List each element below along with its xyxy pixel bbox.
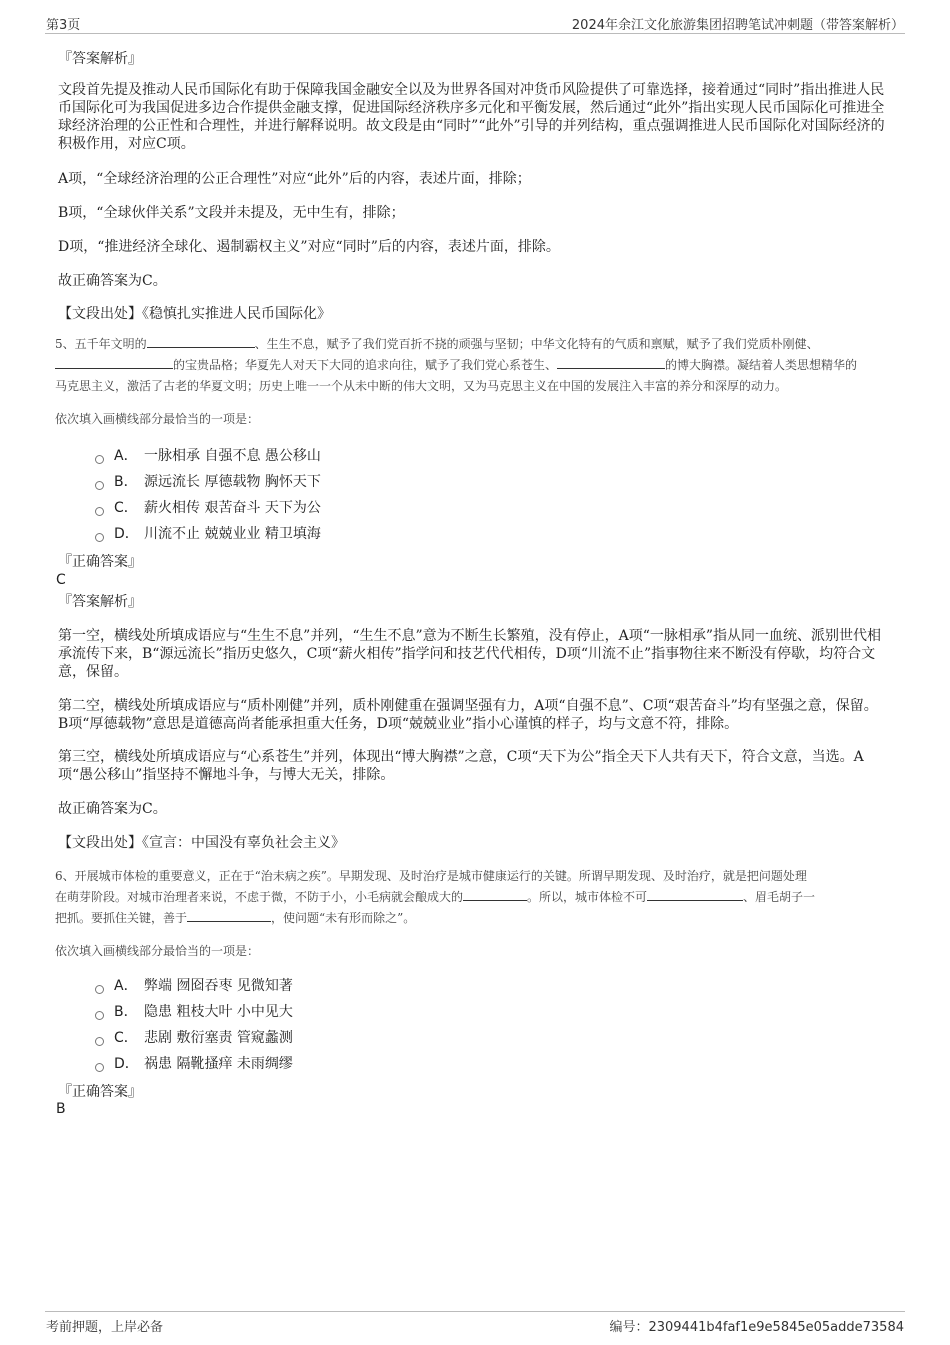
fill-blank bbox=[557, 356, 665, 369]
q4-analysis-label: 『答案解析』 bbox=[58, 51, 142, 67]
q5-correct-label: 『正确答案』 bbox=[58, 554, 142, 570]
q4-option-a-analysis: A项，“全球经济治理的公正合理性”对应“此外”后的内容，表述片面，排除； bbox=[58, 171, 531, 187]
q5-analysis-label: 『答案解析』 bbox=[58, 594, 142, 610]
q6-stem-part: 、眉毛胡子一 bbox=[743, 890, 816, 904]
q6-correct-answer: B bbox=[56, 1101, 66, 1117]
q4-option-d-analysis: D项，“推进经济全球化、遏制霸权主义”对应“同时”后的内容，表述片面，排除。 bbox=[58, 239, 560, 255]
option-letter: D． bbox=[114, 526, 139, 542]
q5-option-a[interactable] bbox=[95, 447, 321, 465]
option-letter: A． bbox=[114, 978, 138, 994]
q5-source: 【文段出处】《宣言：中国没有辜负社会主义》 bbox=[58, 835, 345, 851]
option-text: 弊端 囫囵吞枣 见微知著 bbox=[144, 978, 293, 994]
q6-stem-part: 。所以，城市体检不可 bbox=[527, 890, 648, 904]
fill-blank bbox=[187, 909, 271, 922]
fill-blank bbox=[463, 888, 527, 901]
q4-analysis-text: 文段首先提及推动人民币国际化有助于保障我国金融安全以及为世界各国对冲货币风险提供了可靠选择，接着通过“同时”指出推进人民币国际化可为我国促进多边合作提供金融支撑，促进国际经济秩序多元化和平衡发展，然后通过“此外”指出实现人民币国际化可推进全球经济治理的公正性和合理性，并进行解释说明。故文段是由“同时”“此外”引导的并列结构，重点强调推进人民币国际化对国际经济的积极作用，对应C项。 bbox=[58, 82, 885, 152]
q5-stem-part: 的博大胸襟。凝结着人类思想精华的 bbox=[665, 358, 858, 372]
q5-option-c[interactable] bbox=[95, 499, 321, 517]
radio-button[interactable] bbox=[95, 455, 104, 464]
q6-stem-part: 6、开展城市体检的重要意义，正在于“治未病之疾”。早期发现、及时治疗是城市健康运行的关键。所谓早期发现、及时治疗，就是把问题处理 bbox=[55, 869, 807, 883]
q6-stem bbox=[55, 866, 900, 929]
q5-stem bbox=[55, 334, 900, 397]
q5-correct-answer: C bbox=[56, 572, 66, 588]
q6-stem-part: 在萌芽阶段。对城市治理者来说，不虑于微，不防于小，小毛病就会酿成大的 bbox=[55, 890, 464, 904]
option-text: 隐患 粗枝大叶 小中见大 bbox=[144, 1004, 293, 1020]
radio-button[interactable] bbox=[95, 507, 104, 516]
q6-option-a[interactable] bbox=[95, 977, 293, 995]
q5-prompt: 依次填入画横线部分最恰当的一项是： bbox=[55, 412, 260, 426]
q5-stem-part: 的宝贵品格；华夏先人对天下大同的追求向往，赋予了我们党心系苍生、 bbox=[173, 358, 558, 372]
option-letter: C． bbox=[114, 500, 138, 516]
option-text: 悲剧 敷衍塞责 管窥蠡测 bbox=[144, 1030, 293, 1046]
radio-button[interactable] bbox=[95, 985, 104, 994]
document-id: 编号：2309441b4faf1e9e5845e05adde73584 bbox=[609, 1320, 904, 1335]
q5-option-b[interactable] bbox=[95, 473, 321, 491]
q6-stem-part: 把抓。要抓住关键，善于 bbox=[55, 911, 188, 925]
q5-analysis-blank-3: 第三空，横线处所填成语应与“心系苍生”并列，体现出“博大胸襟”之意，C项“天下为公”指全天下人共有天下，符合文意，当选。A项“愚公移山”指坚持不懈地斗争，与博大无关，排除。 bbox=[58, 749, 864, 783]
q6-option-d[interactable] bbox=[95, 1055, 293, 1073]
fill-blank bbox=[55, 356, 173, 369]
option-letter: B． bbox=[114, 474, 138, 490]
q6-stem-part: ，使问题“未有形而除之”。 bbox=[271, 911, 416, 925]
q6-option-b[interactable] bbox=[95, 1003, 293, 1021]
radio-button[interactable] bbox=[95, 481, 104, 490]
q5-stem-part: 5、五千年文明的 bbox=[55, 337, 147, 351]
q6-prompt: 依次填入画横线部分最恰当的一项是： bbox=[55, 944, 260, 958]
document-title: 2024年余江文化旅游集团招聘笔试冲刺题（带答案解析） bbox=[571, 18, 904, 33]
page-number: 第3页 bbox=[46, 18, 81, 33]
radio-button[interactable] bbox=[95, 1037, 104, 1046]
q5-analysis-blank-1: 第一空，横线处所填成语应与“生生不息”并列，“生生不息”意为不断生长繁殖，没有停止，A项“一脉相承”指从同一血统、派别世代相承流传下来，B“源远流长”指历史悠久，C项“薪火相传”指学问和技艺代代相传，D项“川流不止”指事物往来不断没有停歇，均符合文意，保留。 bbox=[58, 628, 882, 680]
q5-stem-part: 马克思主义，激活了古老的华夏文明；历史上唯一一个从未中断的伟大文明，又为马克思主义在中国的发展注入丰富的养分和深厚的动力。 bbox=[55, 379, 788, 393]
q5-stem-part: 、生生不息，赋予了我们党百折不挠的顽强与坚韧；中华文化特有的气质和禀赋，赋予了我们党质朴刚健、 bbox=[254, 337, 819, 351]
option-text: 一脉相承 自强不息 愚公移山 bbox=[144, 448, 321, 464]
radio-button[interactable] bbox=[95, 1063, 104, 1072]
option-letter: A． bbox=[114, 448, 138, 464]
option-text: 薪火相传 艰苦奋斗 天下为公 bbox=[144, 500, 321, 516]
option-text: 祸患 隔靴搔痒 未雨绸缪 bbox=[144, 1056, 293, 1072]
footer-slogan: 考前押题，上岸必备 bbox=[46, 1320, 164, 1335]
q5-conclusion: 故正确答案为C。 bbox=[58, 801, 167, 817]
option-text: 川流不止 兢兢业业 精卫填海 bbox=[144, 526, 321, 542]
option-letter: B． bbox=[114, 1004, 138, 1020]
q4-conclusion: 故正确答案为C。 bbox=[58, 273, 167, 289]
option-letter: D． bbox=[114, 1056, 139, 1072]
radio-button[interactable] bbox=[95, 533, 104, 542]
q5-option-d[interactable] bbox=[95, 525, 321, 543]
fill-blank bbox=[647, 888, 743, 901]
q5-analysis-blank-2: 第二空，横线处所填成语应与“质朴刚健”并列，质朴刚健重在强调坚强有力，A项“自强不息”、C项“艰苦奋斗”均有坚强之意，保留。B项“厚德载物”意思是道德高尚者能承担重大任务，D项“兢兢业业”指小心谨慎的样子，均与文意不符，排除。 bbox=[58, 698, 878, 732]
q6-option-c[interactable] bbox=[95, 1029, 293, 1047]
header-divider bbox=[45, 33, 905, 34]
fill-blank bbox=[147, 335, 255, 348]
radio-button[interactable] bbox=[95, 1011, 104, 1020]
footer-divider bbox=[45, 1311, 905, 1312]
option-text: 源远流长 厚德载物 胸怀天下 bbox=[144, 474, 321, 490]
q6-correct-label: 『正确答案』 bbox=[58, 1084, 142, 1100]
q4-source: 【文段出处】《稳慎扎实推进人民币国际化》 bbox=[58, 306, 331, 322]
option-letter: C． bbox=[114, 1030, 138, 1046]
q4-option-b-analysis: B项，“全球伙伴关系”文段并未提及，无中生有，排除； bbox=[58, 205, 405, 221]
